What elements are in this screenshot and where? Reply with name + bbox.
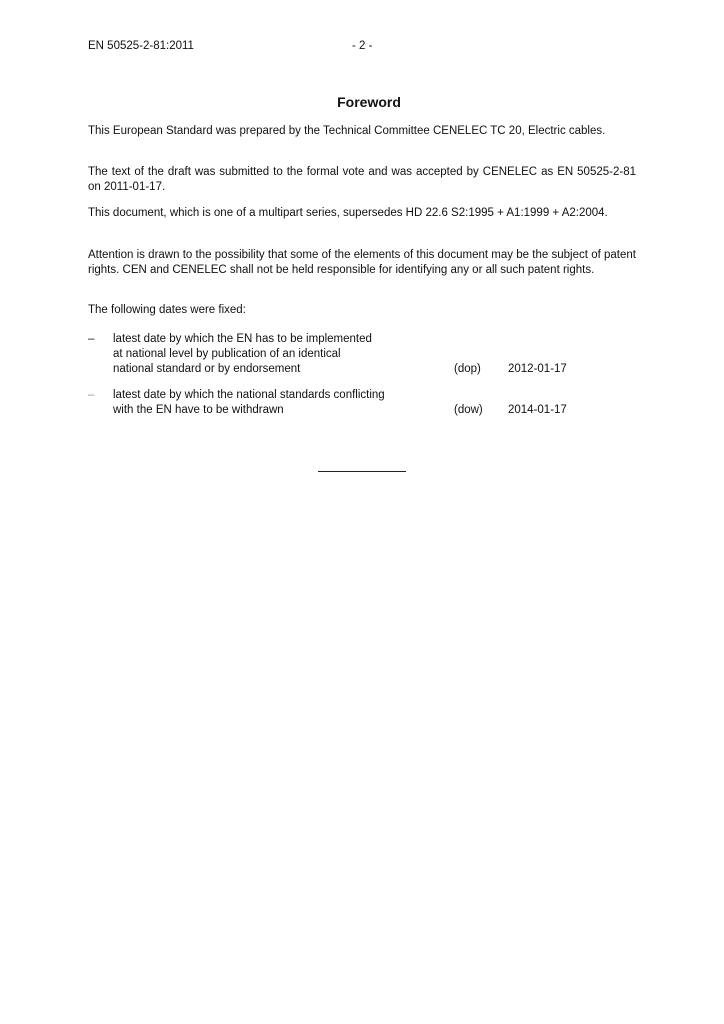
date-item-line: national standard or by endorsement — [113, 363, 301, 375]
document-id: EN 50525-2-81:2011 — [88, 40, 194, 52]
end-rule — [318, 471, 406, 472]
date-item-dow — [88, 388, 648, 419]
date-value: 2014-01-17 — [508, 404, 567, 416]
paragraph-supersedes: This document, which is one of a multipart series, supersedes HD 22.6 S2:1995 + A1:1999 + A2:2004. — [88, 207, 608, 219]
list-dash: – — [88, 389, 95, 401]
date-item-dop — [88, 332, 648, 378]
date-item-text — [113, 332, 433, 377]
paragraph-dates-intro: The following dates were fixed: — [88, 304, 246, 316]
paragraph-preparation: This European Standard was prepared by the Technical Committee CENELEC TC 20, Electric cables. — [88, 125, 606, 137]
date-item-line: at national level by publication of an identical — [113, 348, 341, 360]
list-dash: – — [88, 333, 95, 345]
paragraph-vote: The text of the draft was submitted to the formal vote and was accepted by CENELEC as EN 50525-2-81 on 2011-01-17. — [88, 166, 636, 193]
page-title: Foreword — [337, 94, 401, 110]
date-abbreviation: (dop) — [454, 363, 481, 375]
paragraph-patent: Attention is drawn to the possibility that some of the elements of this document may be the subject of patent rights. CEN and CENELEC shall not be held responsible for identifying any or all such patent rights. — [88, 249, 636, 276]
date-item-text — [113, 388, 433, 418]
date-value: 2012-01-17 — [508, 363, 567, 375]
date-item-line: latest date by which the national standards conflicting — [113, 389, 385, 401]
date-item-line: latest date by which the EN has to be implemented — [113, 333, 372, 345]
date-item-line: with the EN have to be withdrawn — [113, 404, 284, 416]
date-abbreviation: (dow) — [454, 404, 483, 416]
page-number: - 2 - — [352, 40, 373, 52]
